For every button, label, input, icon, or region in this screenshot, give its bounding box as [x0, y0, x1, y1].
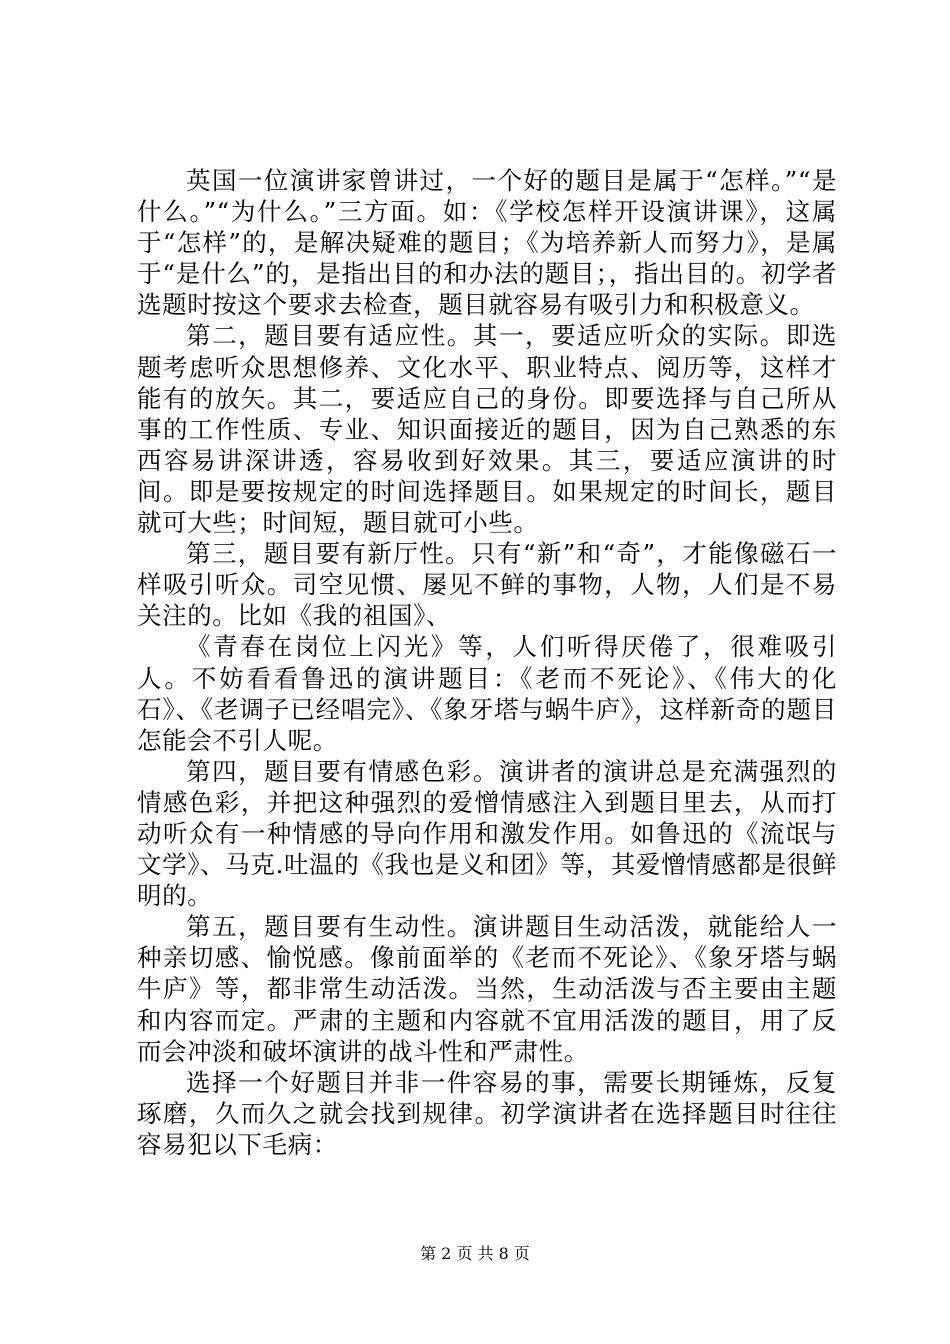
paragraph-vividness: 第五，题目要有生动性。演讲题目生动活泼，就能给人一种亲切感、愉悦感。像前面举的《老而不死论》、《象牙塔与蜗牛庐》等，都非常生动活泼。当然，生动活泼与否主要由主题和内容而定。严肃的主题和内容就不宜用活泼的题目，用了反而会冲淡和破坏演讲的战斗性和严肃性。 [137, 912, 837, 1066]
paragraph-novelty-examples: 《青春在岗位上闪光》等，人们听得厌倦了，很难吸引人。不妨看看鲁迅的演讲题目：《老而不死论》、《伟大的化石》、《老调子已经唱完》、《象牙塔与蜗牛庐》，这样新奇的题目怎能会不引人呢。 [137, 632, 837, 755]
paragraph-adaptability: 第二，题目要有适应性。其一，要适应听众的实际。即选题考虑听众思想修养、文化水平、职业特点、阅历等，这样才能有的放矢。其二，要适应自己的身份。即要选择与自己所从事的工作性质、专业、知识面接近的题目，因为自己熟悉的东西容易讲深讲透，容易收到好效果。其三，要适应演讲的时间。即是要按规定的时间选择题目。如果规定的时间长，题目就可大些；时间短，题目就可小些。 [137, 321, 837, 538]
page-number-footer: 第 2 页 共 8 页 [420, 1244, 530, 1263]
paragraph-novelty: 第三，题目要有新厅性。只有“新”和“奇”，才能像磁石一样吸引听众。司空见惯、屡见不鲜的事物，人物，人们是不易关注的。比如《我的祖国》、 [137, 539, 837, 631]
document-body [137, 165, 837, 1160]
paragraph-title-types: 英国一位演讲家曾讲过，一个好的题目是属于“怎样。”“是什么。”“为什么。”三方面。如：《学校怎样开设演讲课》，这属于“怎样”的，是解决疑难的题目；《为培养新人而努力》，是属于“是什么”的，是指出目的和办法的题目；，指出目的。初学者选题时按这个要求去检查，题目就容易有吸引力和积极意义。 [137, 166, 837, 320]
paragraph-conclusion: 选择一个好题目并非一件容易的事，需要长期锤炼，反复琢磨，久而久之就会找到规律。初学演讲者在选择题目时往往容易犯以下毛病： [137, 1067, 837, 1159]
paragraph-emotion: 第四，题目要有情感色彩。演讲者的演讲总是充满强烈的情感色彩，并把这种强烈的爱憎情感注入到题目里去，从而打动听众有一种情感的导向作用和激发作用。如鲁迅的《流氓与文学》、马克.吐温的《我也是义和团》等，其爱憎情感都是很鲜明的。 [137, 756, 837, 911]
